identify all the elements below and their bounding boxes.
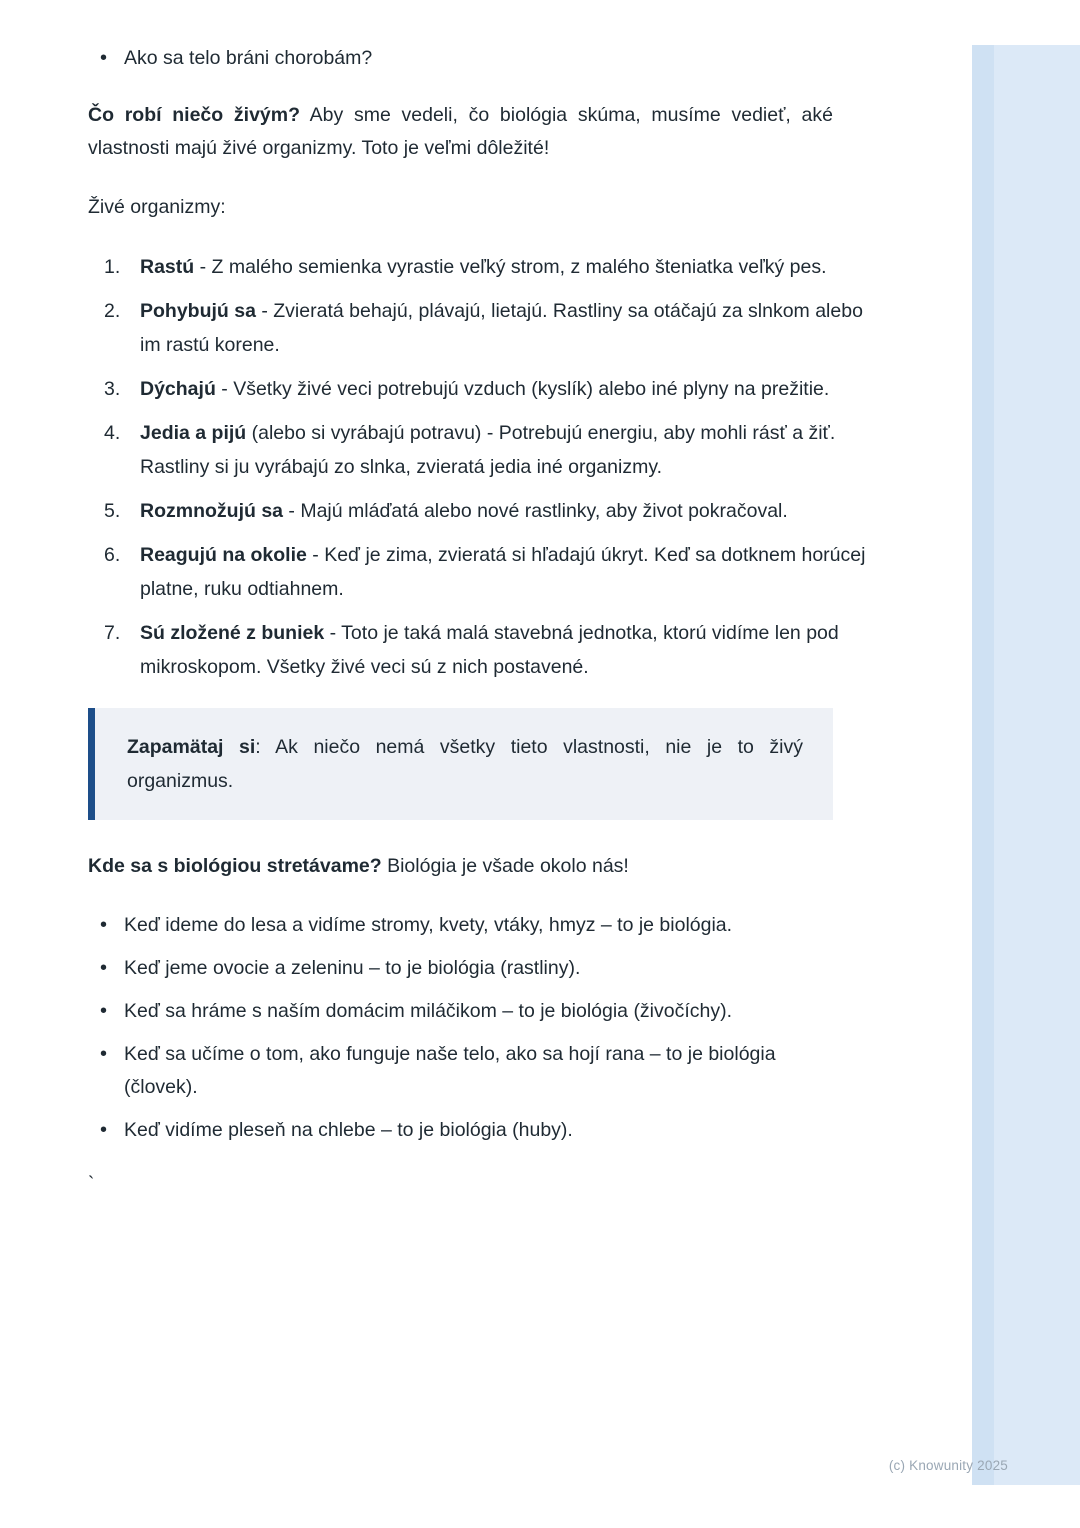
where-heading xyxy=(88,850,833,883)
intro-text: Aby sme vedeli, čo biológia skúma, musíme vedieť, aké vlastnosti majú živé organizmy. Toto je veľmi dôležité! xyxy=(88,104,833,159)
list-item-term: Reagujú na okolie xyxy=(140,544,307,566)
list-item-text: - Toto je taká malá stavebná jednotka, ktorú vidíme len pod mikroskopom. Všetky živé veci sú z nich postavené. xyxy=(140,622,839,678)
list-item-text: Keď ideme do lesa a vidíme stromy, kvety, vtáky, hmyz – to je biológia. xyxy=(124,914,733,936)
list-item-term: Rozmnožujú sa xyxy=(140,500,284,522)
list-item xyxy=(124,42,844,75)
list-item-text: - Z malého semienka vyrastie veľký strom, z malého šteniatka veľký pes. xyxy=(194,256,827,278)
where-bullet-list xyxy=(88,909,880,1147)
stray-backtick: ` xyxy=(88,1174,95,1195)
list-item-text: - Majú mláďatá alebo nové rastlinky, aby život pokračoval. xyxy=(283,500,788,522)
list-item xyxy=(124,909,844,942)
list-item-text: Ako sa telo bráni chorobám? xyxy=(124,47,373,69)
list-item-term: Pohybujú sa xyxy=(140,300,256,322)
list-item-text: Keď jeme ovocie a zeleninu – to je biológia (rastliny). xyxy=(124,957,581,979)
list-item-term: Rastú xyxy=(140,256,195,278)
list-item-text: - Keď je zima, zvieratá si hľadajú úkryt. Keď sa dotknem horúcej platne, ruku odtiahnem. xyxy=(140,544,866,600)
list-item-text: Keď sa učíme o tom, ako funguje naše telo, ako sa hojí rana – to je biológia (človek). xyxy=(124,1043,776,1098)
list-item xyxy=(140,416,880,484)
list-item xyxy=(140,294,880,362)
list-item-text: Keď vidíme pleseň na chlebe – to je biológia (huby). xyxy=(124,1119,573,1141)
list-item-term: Dýchajú xyxy=(140,378,216,400)
where-text: Biológia je všade okolo nás! xyxy=(381,855,629,877)
decorative-right-band-stripe xyxy=(972,45,994,1485)
properties-list xyxy=(88,250,880,684)
list-item-text: Keď sa hráme s naším domácim miláčikom – to je biológia (živočíchy). xyxy=(124,1000,733,1022)
top-bullet-list xyxy=(88,42,880,75)
list-item-text: - Zvieratá behajú, plávajú, lietajú. Rastliny sa otáčajú za slnkom alebo im rastú korene. xyxy=(140,300,863,356)
list-item-text: (alebo si vyrábajú potravu) - Potrebujú energiu, aby mohli rásť a žiť. Rastliny si ju vyrábajú zo slnka, zvieratá jedia iné organizmy. xyxy=(140,422,836,478)
list-item-term: Jedia a pijú xyxy=(140,422,247,444)
intro-paragraph xyxy=(88,99,833,165)
list-item xyxy=(140,250,880,284)
callout-lead: Zapamätaj si xyxy=(127,736,256,758)
intro-lead: Čo robí niečo živým? xyxy=(88,104,301,126)
list-item xyxy=(140,494,880,528)
list-item xyxy=(140,538,880,606)
list-item xyxy=(140,616,880,684)
list-item xyxy=(124,1038,844,1104)
where-lead: Kde sa s biológiou stretávame? xyxy=(88,855,382,877)
list-item xyxy=(124,952,844,985)
callout-text: : Ak niečo nemá všetky tieto vlastnosti, nie je to živý organizmus. xyxy=(127,736,803,792)
copyright-footer: (c) Knowunity 2025 xyxy=(888,1458,1008,1473)
list-item xyxy=(124,995,844,1028)
list-item-term: Sú zložené z buniek xyxy=(140,622,325,644)
callout-paragraph xyxy=(127,730,803,798)
list-item-text: - Všetky živé veci potrebujú vzduch (kyslík) alebo iné plyny na prežitie. xyxy=(215,378,830,400)
list-item xyxy=(124,1114,844,1147)
list-heading: Živé organizmy: xyxy=(88,196,226,218)
list-item xyxy=(140,372,880,406)
remember-callout xyxy=(88,708,833,820)
